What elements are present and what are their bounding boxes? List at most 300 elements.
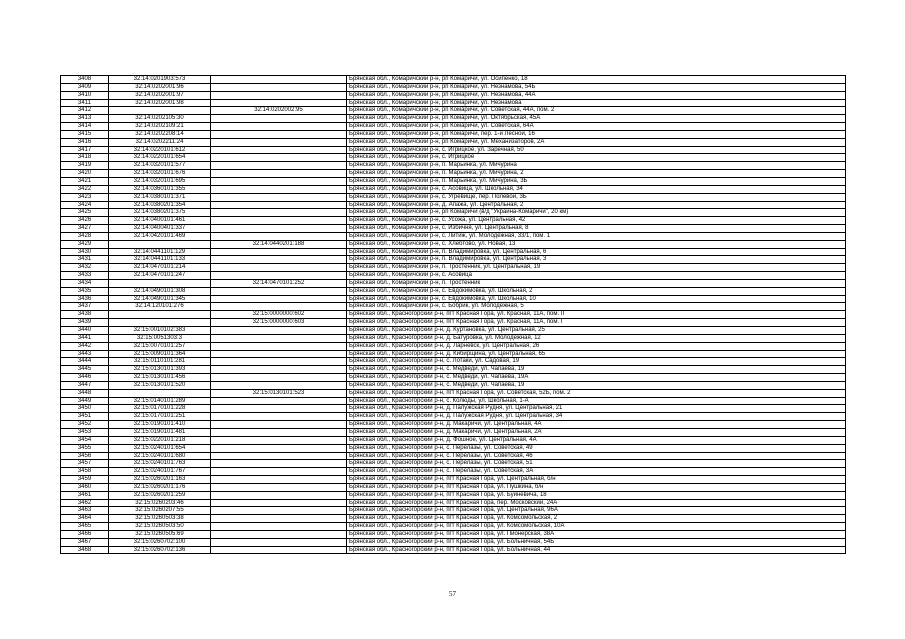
table-row (61, 83, 846, 91)
building-cadastral-number-cell (211, 170, 347, 178)
building-cadastral-number-cell (211, 515, 347, 523)
address-cell: Брянская обл., Комаричский р-н, рп Комаричи, ул. Октябрьская, 45А (347, 115, 846, 123)
cadastral-number-cell: 32:15:0240101:767 (109, 468, 211, 476)
cadastral-number-cell: 32:14:0201903:573 (109, 76, 211, 84)
address-cell: Брянская обл., Красногорский р-н, пгт Красная Гора, ул. Буйневича, 18 (347, 491, 846, 499)
building-cadastral-number-cell (211, 83, 347, 91)
row-number-cell: 3454 (61, 436, 109, 444)
building-cadastral-number-cell (211, 123, 347, 131)
row-number-cell: 3425 (61, 209, 109, 217)
table-row (61, 225, 846, 233)
table-row (61, 476, 846, 484)
cadastral-number-cell: 32:14:0441101:129 (109, 248, 211, 256)
row-number-cell: 3433 (61, 272, 109, 280)
building-cadastral-number-cell (211, 295, 347, 303)
row-number-cell: 3466 (61, 530, 109, 538)
row-number-cell: 3461 (61, 491, 109, 499)
building-cadastral-number-cell (211, 460, 347, 468)
table-row (61, 319, 846, 327)
table-row (61, 177, 846, 185)
address-cell: Брянская обл., Комаричский р-н, рп Комаричи, ул. Незнамова, 44А (347, 91, 846, 99)
address-cell: Брянская обл., Комаричский р-н, с. Игрицкое (347, 154, 846, 162)
cadastral-number-cell: 32:14:120101:276 (109, 303, 211, 311)
table-row (61, 130, 846, 138)
row-number-cell: 3467 (61, 538, 109, 546)
address-cell: Брянская обл., Красногорский р-н, д. Куртановка, ул. Центральная, 25 (347, 327, 846, 335)
row-number-cell: 3410 (61, 91, 109, 99)
address-cell: Брянская обл., Комаричский р-н, с. Игрицкое, ул. Заречная, 50 (347, 146, 846, 154)
table-row (61, 99, 846, 107)
building-cadastral-number-cell (211, 287, 347, 295)
address-cell: Брянская обл., Комаричский р-н, п. Тростенник (347, 279, 846, 287)
row-number-cell: 3429 (61, 240, 109, 248)
building-cadastral-number-cell (211, 177, 347, 185)
address-cell: Брянская обл., Комаричский р-н, п. Марьинка, ул. Мичурина, 3Б (347, 177, 846, 185)
address-cell: Брянская обл., Красногорский р-н, с. Перелазы, ул. Советская, 51 (347, 460, 846, 468)
address-cell: Брянская обл., Красногорский р-н, пгт Красная Гора, ул. Центральная, б/н (347, 476, 846, 484)
address-cell: Брянская обл., Красногорский р-н, с. Медведи, ул. Чапаева, 19 (347, 381, 846, 389)
address-cell: Брянская обл., Красногорский р-н, с. Медведи, ул. Чапаева, 19 (347, 366, 846, 374)
row-number-cell: 3416 (61, 138, 109, 146)
cadastral-number-cell: 32:15:0220101:218 (109, 436, 211, 444)
table-row (61, 170, 846, 178)
building-cadastral-number-cell (211, 209, 347, 217)
table-row (61, 342, 846, 350)
address-cell: Брянская обл., Комаричский р-н, с. Усожа, ул. Центральная, 42 (347, 217, 846, 225)
address-cell: Брянская обл., Комаричский р-н, с. Угревище, пер. Полевой, 3Б (347, 193, 846, 201)
building-cadastral-number-cell (211, 358, 347, 366)
cadastral-number-cell (109, 107, 211, 115)
table-row (61, 193, 846, 201)
table-row (61, 185, 846, 193)
cadastral-number-cell: 32:15:0260203:46 (109, 499, 211, 507)
row-number-cell: 3441 (61, 334, 109, 342)
row-number-cell: 3419 (61, 162, 109, 170)
address-cell: Брянская обл., Красногорский р-н, пгт Красная Гора, ул. Советская, 52Б, пом. 2 (347, 389, 846, 397)
cadastral-number-cell: 32:15:0260505:69 (109, 530, 211, 538)
cadastral-number-cell: 32:14:0202001:96 (109, 83, 211, 91)
cadastral-number-cell: 32:15:0260201:176 (109, 483, 211, 491)
address-cell: Брянская обл., Красногорский р-н, пгт Красная Гора, ул. Больничная, 54Б (347, 538, 846, 546)
address-cell: Брянская обл., Комаричский р-н, рп Комаричи, ул. Механизаторов, 2А (347, 138, 846, 146)
row-number-cell: 3446 (61, 374, 109, 382)
cadastral-number-cell: 32:15:0051303:3 (109, 334, 211, 342)
table-row (61, 389, 846, 397)
row-number-cell: 3421 (61, 177, 109, 185)
row-number-cell: 3462 (61, 499, 109, 507)
address-cell: Брянская обл., Красногорский р-н, пгт Красная Гора, ул. Центральная, 96А (347, 507, 846, 515)
address-cell: Брянская обл., Комаричский р-н, рп Комаричи, ул. Незнамова, 54Б (347, 83, 846, 91)
cadastral-number-cell (109, 279, 211, 287)
address-cell: Брянская обл., Красногорский р-н, с. Перелазы, ул. Советская, 3А (347, 468, 846, 476)
address-cell: Брянская обл., Красногорский р-н, пгт Красная Гора, ул. Комсомольская, 2 (347, 515, 846, 523)
cadastral-number-cell: 32:14:0380201:354 (109, 201, 211, 209)
row-number-cell: 3459 (61, 476, 109, 484)
row-number-cell: 3445 (61, 366, 109, 374)
cadastral-number-cell: 32:15:0110101:281 (109, 358, 211, 366)
cadastral-number-cell: 32:15:0170101:228 (109, 405, 211, 413)
address-cell: Брянская обл., Комаричский р-н, с. Хлебтово, ул. Новая, 13 (347, 240, 846, 248)
cadastral-number-cell: 32:14:0470101:247 (109, 272, 211, 280)
row-number-cell: 3434 (61, 279, 109, 287)
row-number-cell: 3428 (61, 232, 109, 240)
table-row (61, 428, 846, 436)
address-cell: Брянская обл., Красногорский р-н, с. Лотаки, ул. Садовая, 19 (347, 358, 846, 366)
address-cell: Брянская обл., Красногорский р-н, д. Батуровка, ул. Молодежная, 12 (347, 334, 846, 342)
row-number-cell: 3435 (61, 287, 109, 295)
building-cadastral-number-cell (211, 366, 347, 374)
address-cell: Брянская обл., Комаричский р-н, с. Евдокимовка, ул. Школьная, 10 (347, 295, 846, 303)
row-number-cell: 3411 (61, 99, 109, 107)
cadastral-number-cell: 32:14:0202001:97 (109, 91, 211, 99)
address-cell: Брянская обл., Красногорский р-н, д. Макаричи, ул. Центральная, 4А (347, 421, 846, 429)
cadastral-number-cell: 32:15:0190101:410 (109, 421, 211, 429)
row-number-cell: 3427 (61, 225, 109, 233)
cadastral-number-cell (109, 319, 211, 327)
row-number-cell: 3414 (61, 123, 109, 131)
table-row (61, 295, 846, 303)
address-cell: Брянская обл., Красногорский р-н, д. Макаричи, ул. Центральная, 2А (347, 428, 846, 436)
building-cadastral-number-cell: 32:14:0470101:252 (211, 279, 347, 287)
building-cadastral-number-cell (211, 162, 347, 170)
building-cadastral-number-cell (211, 374, 347, 382)
cadastral-number-cell: 32:14:0400101:461 (109, 217, 211, 225)
address-cell: Брянская обл., Комаричский р-н, с. Асовица, ул. Школьная, 34 (347, 185, 846, 193)
row-number-cell: 3443 (61, 350, 109, 358)
cadastral-number-cell: 32:15:0260702:136 (109, 546, 211, 554)
building-cadastral-number-cell (211, 76, 347, 84)
cadastral-number-cell: 32:14:0490101:308 (109, 287, 211, 295)
row-number-cell: 3468 (61, 546, 109, 554)
cadastral-number-cell: 32:14:0380101:371 (109, 193, 211, 201)
cadastral-number-cell (109, 240, 211, 248)
row-number-cell: 3438 (61, 311, 109, 319)
address-cell: Брянская обл., Комаричский р-н, рп Комаричи, пер. 1-й Лесной, 16 (347, 130, 846, 138)
row-number-cell: 3444 (61, 358, 109, 366)
table-row (61, 499, 846, 507)
row-number-cell: 3449 (61, 397, 109, 405)
table-row (61, 232, 846, 240)
building-cadastral-number-cell (211, 225, 347, 233)
page-number: 57 (449, 590, 456, 598)
building-cadastral-number-cell (211, 350, 347, 358)
building-cadastral-number-cell: 32:15:0000000:603 (211, 319, 347, 327)
address-cell: Брянская обл., Красногорский р-н, пгт Красная Гора, ул. Комсомольская, 10А (347, 523, 846, 531)
row-number-cell: 3422 (61, 185, 109, 193)
row-number-cell: 3430 (61, 248, 109, 256)
table-row (61, 279, 846, 287)
cadastral-number-cell: 32:14:0490101:345 (109, 295, 211, 303)
row-number-cell: 3426 (61, 217, 109, 225)
building-cadastral-number-cell (211, 428, 347, 436)
building-cadastral-number-cell (211, 342, 347, 350)
table-row (61, 146, 846, 154)
table-row (61, 123, 846, 131)
table-row (61, 334, 846, 342)
cadastral-number-cell: 32:15:0130101:456 (109, 374, 211, 382)
address-cell: Брянская обл., Комаричский р-н, с. Асовица (347, 272, 846, 280)
cadastral-number-cell: 32:15:0190101:481 (109, 428, 211, 436)
table-row (61, 546, 846, 554)
table-row (61, 366, 846, 374)
cadastral-number-cell: 32:14:0360101:355 (109, 185, 211, 193)
building-cadastral-number-cell (211, 452, 347, 460)
cadastral-number-cell: 32:15:0140101:289 (109, 397, 211, 405)
building-cadastral-number-cell (211, 327, 347, 335)
row-number-cell: 3463 (61, 507, 109, 515)
building-cadastral-number-cell (211, 397, 347, 405)
table-row (61, 460, 846, 468)
row-number-cell: 3458 (61, 468, 109, 476)
cadastral-number-cell: 32:15:0170101:251 (109, 413, 211, 421)
cadastral-number-cell: 32:15:0090101:364 (109, 350, 211, 358)
cadastral-number-cell: 32:14:0470101:214 (109, 264, 211, 272)
row-number-cell: 3415 (61, 130, 109, 138)
address-cell: Брянская обл., Красногорский р-н, д. Палужская Рудня, ул. Центральная, 21 (347, 405, 846, 413)
building-cadastral-number-cell: 32:14:0202002:95 (211, 107, 347, 115)
address-cell: Брянская обл., Комаричский р-н, п. Марьинка, ул. Мичурина (347, 162, 846, 170)
cadastral-number-cell: 32:14:0202208:14 (109, 130, 211, 138)
address-cell: Брянская обл., Комаричский р-н, п. Марьинка, ул. Мичурина, 2 (347, 170, 846, 178)
building-cadastral-number-cell: 32:14:0440201:188 (211, 240, 347, 248)
cadastral-number-cell: 32:15:0240101:654 (109, 444, 211, 452)
building-cadastral-number-cell (211, 334, 347, 342)
table-row (61, 240, 846, 248)
table-row (61, 327, 846, 335)
table-row (61, 248, 846, 256)
table-row (61, 374, 846, 382)
table-row (61, 76, 846, 84)
building-cadastral-number-cell (211, 272, 347, 280)
table-row (61, 421, 846, 429)
building-cadastral-number-cell (211, 115, 347, 123)
building-cadastral-number-cell (211, 405, 347, 413)
row-number-cell: 3417 (61, 146, 109, 154)
table-row (61, 436, 846, 444)
building-cadastral-number-cell (211, 483, 347, 491)
row-number-cell: 3423 (61, 193, 109, 201)
row-number-cell: 3453 (61, 428, 109, 436)
row-number-cell: 3455 (61, 444, 109, 452)
address-cell: Брянская обл., Комаричский р-н, п. Тростенник, ул. Центральная, 19 (347, 264, 846, 272)
building-cadastral-number-cell (211, 507, 347, 515)
row-number-cell: 3448 (61, 389, 109, 397)
address-cell: Брянская обл., Красногорский р-н, пгт Красная Гора, ул. Пушкина, б/н (347, 483, 846, 491)
row-number-cell: 3439 (61, 319, 109, 327)
table-row (61, 515, 846, 523)
row-number-cell: 3412 (61, 107, 109, 115)
row-number-cell: 3457 (61, 460, 109, 468)
building-cadastral-number-cell (211, 421, 347, 429)
table-row (61, 91, 846, 99)
address-cell: Брянская обл., Комаричский р-н, рп Комаричи (в/д "Украина-Комаричи", 20 км) (347, 209, 846, 217)
cadastral-number-cell: 32:15:0260201:259 (109, 491, 211, 499)
cadastral-number-cell: 32:15:0260503:50 (109, 523, 211, 531)
row-number-cell: 3413 (61, 115, 109, 123)
address-cell: Брянская обл., Комаричский р-н, п. Владимировка, ул. Центральная, 3 (347, 256, 846, 264)
cadastral-number-cell: 32:14:0420101:469 (109, 232, 211, 240)
cadastral-number-cell (109, 389, 211, 397)
table-row (61, 217, 846, 225)
cadastral-number-cell: 32:14:0441101:133 (109, 256, 211, 264)
building-cadastral-number-cell (211, 99, 347, 107)
cadastral-number-cell: 32:14:0202105:30 (109, 115, 211, 123)
cadastral-number-cell: 32:15:0240101:680 (109, 452, 211, 460)
cadastral-number-cell: 32:15:0070101:257 (109, 342, 211, 350)
table-row (61, 287, 846, 295)
building-cadastral-number-cell (211, 546, 347, 554)
building-cadastral-number-cell (211, 193, 347, 201)
table-body (61, 76, 846, 554)
table-row (61, 138, 846, 146)
building-cadastral-number-cell (211, 523, 347, 531)
building-cadastral-number-cell (211, 499, 347, 507)
row-number-cell: 3408 (61, 76, 109, 84)
address-cell: Брянская обл., Красногорский р-н, д. Фошное, ул. Центральная, 4А (347, 436, 846, 444)
table-row (61, 381, 846, 389)
cadastral-number-cell: 32:14:0202109:21 (109, 123, 211, 131)
address-cell: Брянская обл., Комаричский р-н, с. Бобрик, ул. Молодежная, 5 (347, 303, 846, 311)
row-number-cell: 3456 (61, 452, 109, 460)
address-cell: Брянская обл., Комаричский р-н, п. Владимировка, ул. Центральная, 6 (347, 248, 846, 256)
building-cadastral-number-cell: 32:15:0130101:523 (211, 389, 347, 397)
building-cadastral-number-cell (211, 436, 347, 444)
table-row (61, 107, 846, 115)
cadastral-number-cell: 32:15:0260201:163 (109, 476, 211, 484)
cadastral-number-cell: 32:14:0202001:98 (109, 99, 211, 107)
building-cadastral-number-cell (211, 138, 347, 146)
table-row (61, 413, 846, 421)
address-cell: Брянская обл., Красногорский р-н, пгт Красная Гора, ул. Красная, 11А, пом. I (347, 319, 846, 327)
table-row (61, 468, 846, 476)
property-table (60, 75, 846, 554)
address-cell: Брянская обл., Красногорский р-н, пгт Красная Гора, ул. Пионерская, 38А (347, 530, 846, 538)
row-number-cell: 3464 (61, 515, 109, 523)
building-cadastral-number-cell (211, 444, 347, 452)
table-row (61, 538, 846, 546)
address-cell: Брянская обл., Красногорский р-н, с. Колюды, ул. Школьная, 1-А (347, 397, 846, 405)
cadastral-number-cell: 32:15:0010102:383 (109, 327, 211, 335)
building-cadastral-number-cell (211, 538, 347, 546)
cadastral-number-cell: 32:14:0220101:654 (109, 154, 211, 162)
cadastral-number-cell (109, 311, 211, 319)
cadastral-number-cell: 32:14:0202211:24 (109, 138, 211, 146)
row-number-cell: 3440 (61, 327, 109, 335)
address-cell: Брянская обл., Красногорский р-н, с. Перелазы, ул. Советская, 46 (347, 452, 846, 460)
table-row (61, 162, 846, 170)
building-cadastral-number-cell (211, 130, 347, 138)
row-number-cell: 3452 (61, 421, 109, 429)
table-row (61, 405, 846, 413)
cadastral-number-cell: 32:14:0320101:577 (109, 162, 211, 170)
building-cadastral-number-cell (211, 530, 347, 538)
address-cell: Брянская обл., Комаричский р-н, с. Литиж, ул. Молодежная, 33/1, пом. 1 (347, 232, 846, 240)
cadastral-number-cell: 32:15:0130101:520 (109, 381, 211, 389)
address-cell: Брянская обл., Красногорский р-н, д. Палужская Рудня, ул. Центральная, 34 (347, 413, 846, 421)
address-cell: Брянская обл., Красногорский р-н, с. Медведи, ул. Чапаева, 19А (347, 374, 846, 382)
cadastral-number-cell: 32:14:0220101:612 (109, 146, 211, 154)
row-number-cell: 3460 (61, 483, 109, 491)
address-cell: Брянская обл., Красногорский р-н, д. Кибирщина, ул. Центральная, 65 (347, 350, 846, 358)
table-row (61, 530, 846, 538)
address-cell: Брянская обл., Комаричский р-н, рп Комаричи, ул. Советская, 64А (347, 123, 846, 131)
table-row (61, 256, 846, 264)
address-cell: Брянская обл., Комаричский р-н, с. Избичня, ул. Центральная, 8 (347, 225, 846, 233)
table-row (61, 452, 846, 460)
cadastral-number-cell: 32:14:0320101:695 (109, 177, 211, 185)
building-cadastral-number-cell (211, 154, 347, 162)
building-cadastral-number-cell (211, 256, 347, 264)
building-cadastral-number-cell (211, 185, 347, 193)
address-cell: Брянская обл., Комаричский р-н, д. Апажа, ул. Центральная, 2 (347, 201, 846, 209)
table-row (61, 523, 846, 531)
address-cell: Брянская обл., Комаричский р-н, рп Комаричи, ул. Незнамова (347, 99, 846, 107)
address-cell: Брянская обл., Красногорский р-н, пгт Красная Гора, ул. Больничная, 44 (347, 546, 846, 554)
building-cadastral-number-cell (211, 146, 347, 154)
row-number-cell: 3442 (61, 342, 109, 350)
table-row (61, 115, 846, 123)
row-number-cell: 3431 (61, 256, 109, 264)
address-cell: Брянская обл., Красногорский р-н, пгт Красная Гора, пер. Московский, 24А (347, 499, 846, 507)
building-cadastral-number-cell (211, 91, 347, 99)
building-cadastral-number-cell (211, 217, 347, 225)
address-cell: Брянская обл., Красногорский р-н, д. Ларневск, ул. Центральная, 26 (347, 342, 846, 350)
row-number-cell: 3418 (61, 154, 109, 162)
row-number-cell: 3437 (61, 303, 109, 311)
address-cell: Брянская обл., Комаричский р-н, с. Евдокимовка, ул. Школьная, 2 (347, 287, 846, 295)
cadastral-number-cell: 32:14:0380201:375 (109, 209, 211, 217)
building-cadastral-number-cell (211, 381, 347, 389)
row-number-cell: 3409 (61, 83, 109, 91)
address-cell: Брянская обл., Комаричский р-н, рп Комаричи, ул. Советская, 44А, пом. 2 (347, 107, 846, 115)
table-row (61, 483, 846, 491)
table-row (61, 209, 846, 217)
table-row (61, 507, 846, 515)
building-cadastral-number-cell (211, 468, 347, 476)
table-row (61, 303, 846, 311)
cadastral-number-cell: 32:15:0260503:38 (109, 515, 211, 523)
table-row (61, 264, 846, 272)
row-number-cell: 3450 (61, 405, 109, 413)
row-number-cell: 3465 (61, 523, 109, 531)
cadastral-number-cell: 32:14:0400401:337 (109, 225, 211, 233)
row-number-cell: 3432 (61, 264, 109, 272)
row-number-cell: 3436 (61, 295, 109, 303)
building-cadastral-number-cell (211, 264, 347, 272)
table-row (61, 350, 846, 358)
cadastral-number-cell: 32:15:0260702:100 (109, 538, 211, 546)
row-number-cell: 3424 (61, 201, 109, 209)
address-cell: Брянская обл., Красногорский р-н, с. Перелазы, ул. Советская, 49 (347, 444, 846, 452)
table-row (61, 272, 846, 280)
table-row (61, 358, 846, 366)
building-cadastral-number-cell (211, 201, 347, 209)
table-row (61, 154, 846, 162)
row-number-cell: 3420 (61, 170, 109, 178)
cadastral-number-cell: 32:15:0130101:393 (109, 366, 211, 374)
building-cadastral-number-cell (211, 248, 347, 256)
address-cell: Брянская обл., Красногорский р-н, пгт Красная Гора, ул. Красная, 11А, пом. II (347, 311, 846, 319)
building-cadastral-number-cell (211, 491, 347, 499)
row-number-cell: 3447 (61, 381, 109, 389)
building-cadastral-number-cell (211, 232, 347, 240)
table-row (61, 311, 846, 319)
cadastral-number-cell: 32:15:0260207:55 (109, 507, 211, 515)
cadastral-number-cell: 32:15:0240101:763 (109, 460, 211, 468)
row-number-cell: 3451 (61, 413, 109, 421)
building-cadastral-number-cell (211, 303, 347, 311)
address-cell: Брянская обл., Комаричский р-н, рп Комаричи, ул. Осипенко, 18 (347, 76, 846, 84)
